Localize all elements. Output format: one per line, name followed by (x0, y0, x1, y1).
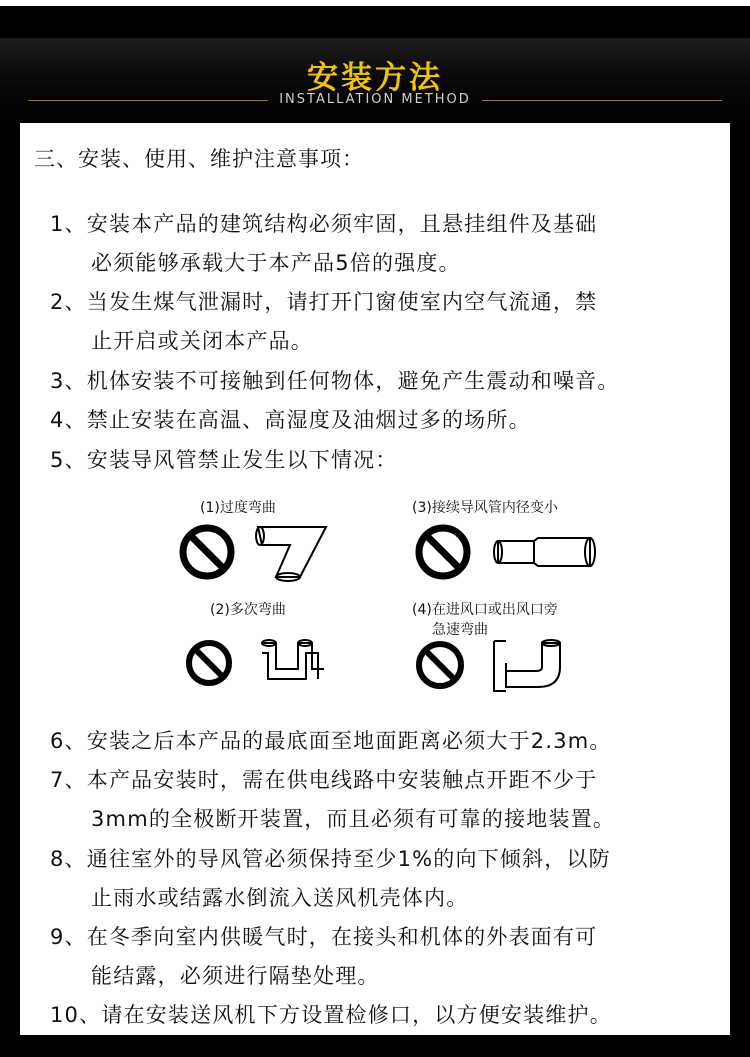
port-bend-duct-icon (494, 640, 560, 691)
section-title: 三、安装、使用、维护注意事项： (34, 147, 364, 171)
item-3-text: 机体安装不可接触到任何物体，避免产生震动和噪音。 (86, 369, 620, 393)
item-5-number: 5、 (50, 448, 87, 472)
item-3-number: 3、 (50, 369, 87, 393)
page-subtitle: INSTALLATION METHOD (279, 92, 471, 107)
content-panel (20, 123, 730, 1035)
item-8-line-2: 止雨水或结露水倒流入送风机壳体内。 (91, 886, 469, 910)
item-10-text: 请在安装送风机下方设置检修口，以方便安装维护。 (101, 1003, 612, 1027)
item-7-line-2: 3mm的全极断开装置，而且必须有可靠的接地装置。 (91, 807, 616, 831)
item-7-line-1 (50, 764, 597, 794)
item-8-number: 8、 (50, 847, 87, 871)
item-8-text: 通往室外的导风管必须保持至少1%的向下倾斜，以防 (86, 847, 611, 871)
multiple-bends-figure (184, 629, 344, 689)
item-1-line-2: 必须能够承载大于本产品5倍的强度。 (91, 251, 461, 275)
bent-duct-icon (256, 527, 326, 581)
item-4-number: 4、 (50, 408, 87, 432)
section-header (0, 38, 750, 122)
item-1-number: 1、 (50, 212, 87, 236)
item-2-number: 2、 (50, 290, 87, 314)
item-6-number: 6、 (50, 729, 87, 753)
item-9-line-2: 能结露，必须进行隔垫处理。 (91, 964, 380, 988)
sharp-bend-at-port-figure (410, 637, 590, 697)
item-4-text: 禁止安装在高温、高湿度及油烟过多的场所。 (86, 408, 531, 432)
top-bar (0, 0, 750, 6)
figure-4-caption-line-1: (4)在进风口或出风口旁 (412, 602, 558, 618)
item-5 (50, 444, 398, 474)
item-1-text: 安装本产品的建筑结构必须牢固，且悬挂组件及基础 (86, 212, 598, 236)
item-6-text: 安装之后本产品的最底面至地面距离必须大于2.3m。 (86, 729, 612, 753)
item-1-line-1 (50, 208, 597, 238)
figure-3-caption: (3)接续导风管内径变小 (412, 500, 558, 516)
prohibited-icon (189, 643, 229, 683)
item-9-line-1 (50, 921, 597, 951)
item-9-number: 9、 (50, 925, 87, 949)
item-2-text: 当发生煤气泄漏时，请打开门窗使室内空气流通，禁 (86, 290, 598, 314)
prohibited-icon (183, 528, 231, 576)
prohibited-icon (419, 528, 467, 576)
narrow-duct-icon (494, 538, 595, 566)
page-title: 安装方法 (307, 60, 443, 96)
item-10 (50, 999, 612, 1029)
figure-4-caption-line-2: 急速弯曲 (432, 622, 488, 638)
item-7-number: 7、 (50, 768, 87, 792)
excessive-bend-figure (178, 521, 338, 585)
item-7-text: 本产品安装时，需在供电线路中安装触点开距不少于 (86, 768, 598, 792)
item-8-line-1 (50, 843, 611, 873)
item-4 (50, 404, 531, 434)
item-10-number: 10、 (50, 1003, 102, 1027)
item-6 (50, 725, 612, 755)
item-2-line-2: 止开启或关闭本产品。 (91, 329, 313, 353)
item-9-text: 在冬季向室内供暖气时，在接头和机体的外表面有可 (86, 925, 598, 949)
item-5-text: 安装导风管禁止发生以下情况： (86, 448, 398, 472)
item-2-line-1 (50, 286, 597, 316)
narrowed-duct-figure (414, 521, 604, 585)
prohibited-icon (419, 644, 461, 686)
item-3 (50, 365, 620, 395)
figure-1-caption: (1)过度弯曲 (200, 500, 276, 516)
figure-2-caption: (2)多次弯曲 (210, 602, 286, 618)
double-bend-duct-icon (262, 640, 324, 679)
